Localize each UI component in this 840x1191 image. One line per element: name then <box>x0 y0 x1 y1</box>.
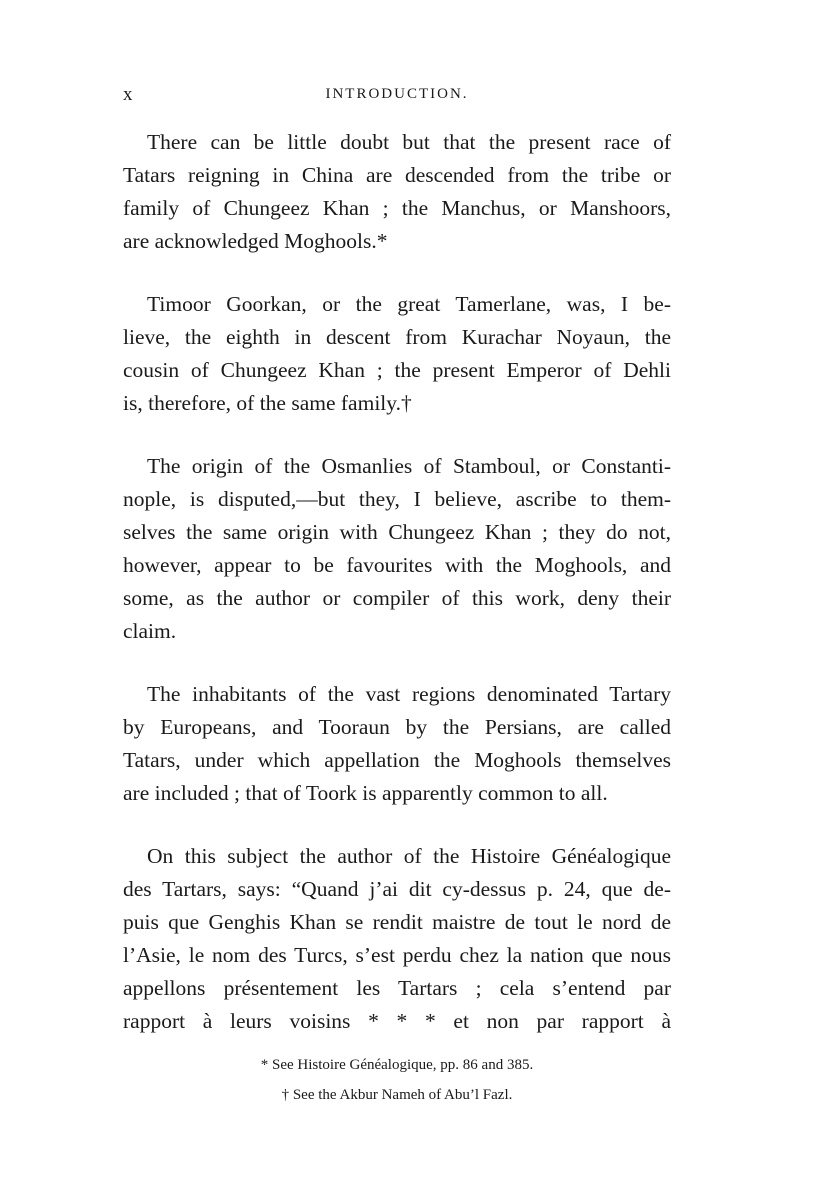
text-line: Timoor Goorkan, or the great Tamerlane, was, I be- <box>147 292 671 316</box>
text-line: des Tartars, says: “Quand j’ai dit cy-dessus p. 24, que de- <box>123 877 671 901</box>
paragraph <box>123 126 671 258</box>
text-line: The origin of the Osmanlies of Stamboul, or Constanti- <box>147 454 671 478</box>
text-line: are acknowledged Moghools.* <box>123 229 388 253</box>
page-number: x <box>123 84 134 105</box>
text-line: On this subject the author of the Histoire Généalogique <box>147 844 671 868</box>
running-head: INTRODUCTION. <box>325 86 469 102</box>
text-line: selves the same origin with Chungeez Khan ; they do not, <box>123 520 671 544</box>
text-line: Tatars, under which appellation the Moghools themselves <box>123 748 671 772</box>
text-line: The inhabitants of the vast regions denominated Tartary <box>147 682 671 706</box>
text-line: rapport à leurs voisins * * * et non par rapport à <box>123 1009 671 1033</box>
paragraph <box>123 678 671 810</box>
text-line: family of Chungeez Khan ; the Manchus, or Manshoors, <box>123 196 671 220</box>
text-line: however, appear to be favourites with the Moghools, and <box>123 553 671 577</box>
text-line: l’Asie, le nom des Turcs, s’est perdu chez la nation que nous <box>123 943 671 967</box>
text-line: by Europeans, and Tooraun by the Persians, are called <box>123 715 671 739</box>
text-line: are included ; that of Toork is apparently common to all. <box>123 781 608 805</box>
text-line: Tatars reigning in China are descended from the tribe or <box>123 163 671 187</box>
text-line: There can be little doubt but that the present race of <box>147 130 671 154</box>
text-line: claim. <box>123 619 177 643</box>
footnotes <box>123 1050 671 1110</box>
text-line: lieve, the eighth in descent from Kurachar Noyaun, the <box>123 325 671 349</box>
text-line: is, therefore, of the same family.† <box>123 391 412 415</box>
text-line: appellons présentement les Tartars ; cela s’entend par <box>123 976 671 1000</box>
text-line: nople, is disputed,—but they, I believe, ascribe to them- <box>123 487 671 511</box>
footnote: * See Histoire Généalogique, pp. 86 and 385. <box>260 1057 534 1073</box>
footnote: † See the Akbur Nameh of Abu’l Fazl. <box>281 1087 513 1103</box>
text-line: cousin of Chungeez Khan ; the present Emperor of Dehli <box>123 358 671 382</box>
paragraph <box>123 840 671 1038</box>
text-line: some, as the author or compiler of this work, deny their <box>123 586 671 610</box>
body-text <box>123 126 671 1068</box>
paragraph <box>123 450 671 648</box>
page-header <box>123 84 671 110</box>
paragraph <box>123 288 671 420</box>
text-line: puis que Genghis Khan se rendit maistre de tout le nord de <box>123 910 671 934</box>
